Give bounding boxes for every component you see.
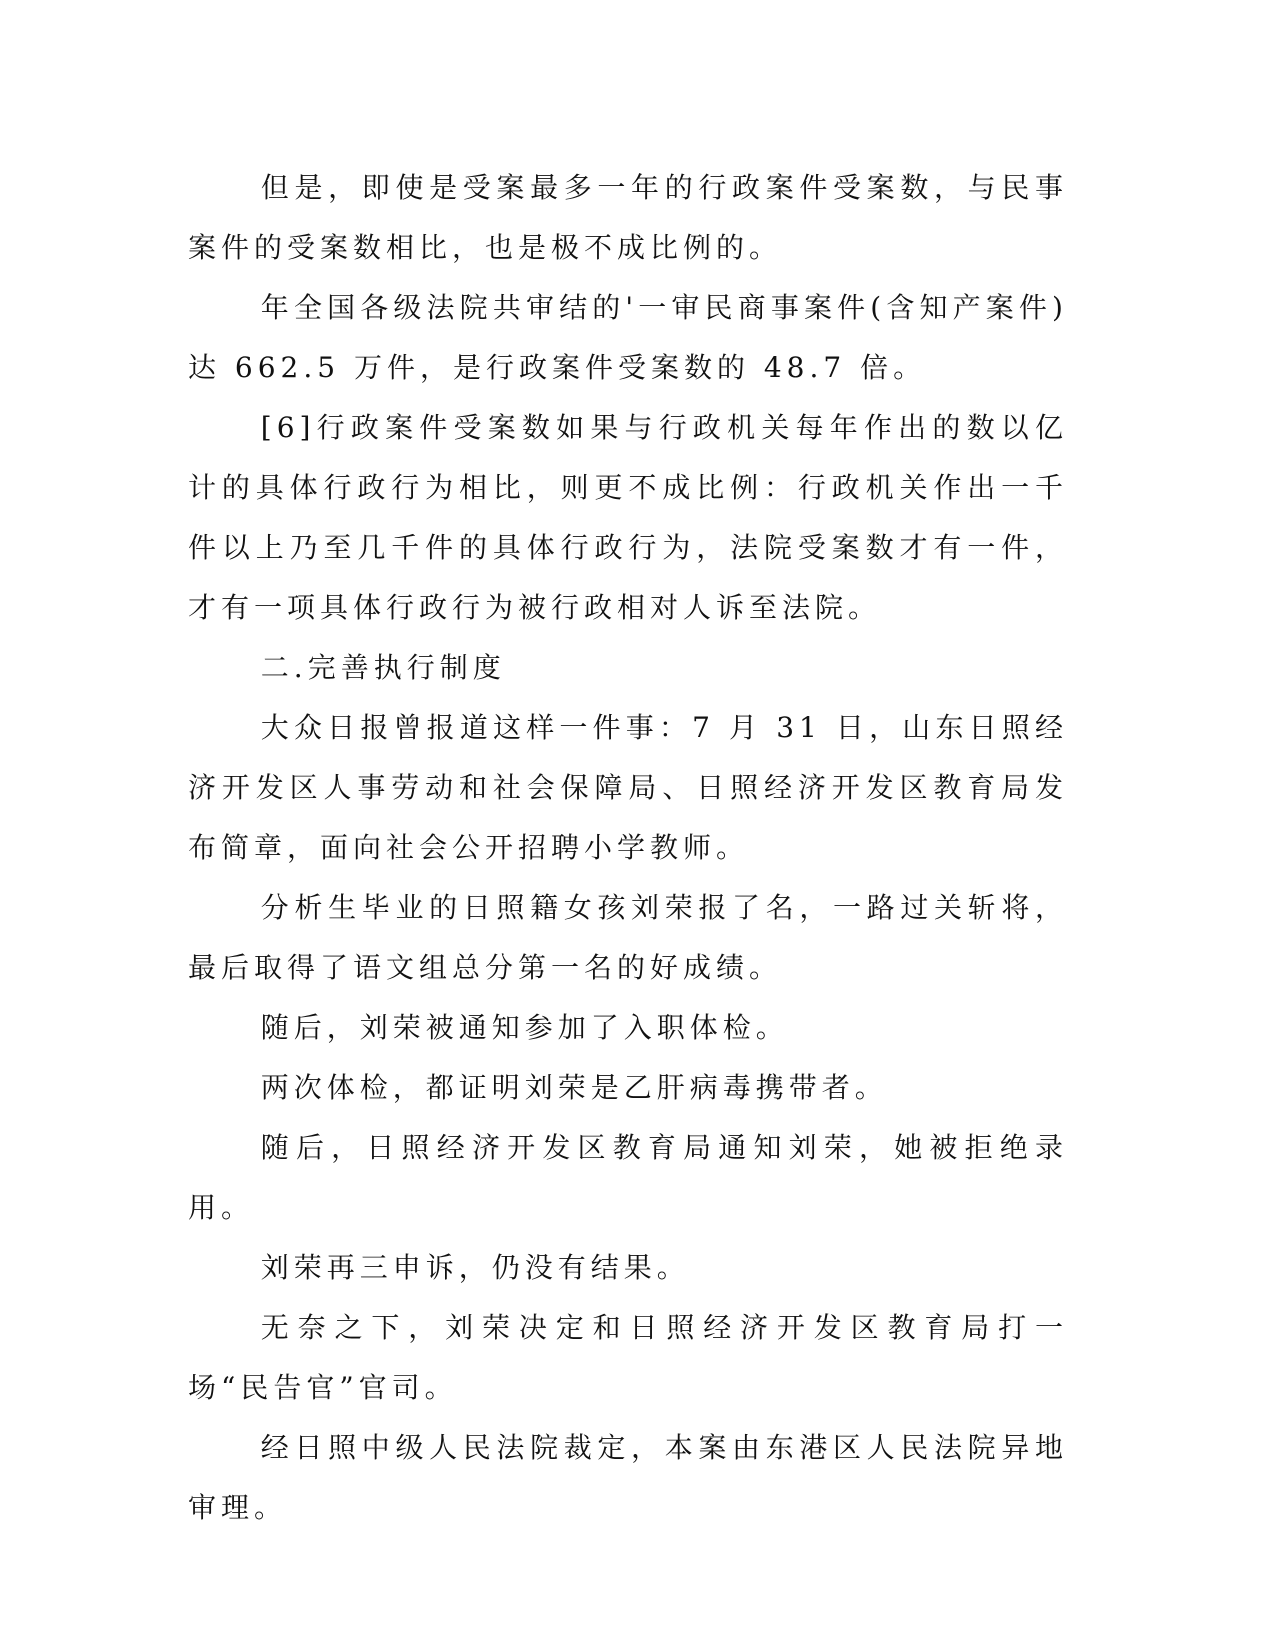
paragraph: 分析生毕业的日照籍女孩刘荣报了名，一路过关斩将，最后取得了语文组总分第一名的好成绩。 [188,891,1068,984]
paragraph: 年全国各级法院共审结的'一审民商事案件(含知产案件)达 662.5 万件，是行政案件受案数的 48.7 倍。 [188,291,1068,384]
paragraph: 随后，刘荣被通知参加了入职体检。 [260,1011,789,1044]
paragraph: 大众日报曾报道这样一件事：7 月 31 日，山东日照经济开发区人事劳动和社会保障局、日照经济开发区教育局发布简章，面向社会公开招聘小学教师。 [188,711,1068,864]
paragraph: 但是，即使是受案最多一年的行政案件受案数，与民事案件的受案数相比，也是极不成比例的。 [188,171,1068,264]
document-body [188,158,1068,1538]
paragraph: 随后，日照经济开发区教育局通知刘荣，她被拒绝录用。 [188,1131,1068,1224]
paragraph: 两次体检，都证明刘荣是乙肝病毒携带者。 [260,1071,888,1104]
paragraph: [6]行政案件受案数如果与行政机关每年作出的数以亿计的具体行政行为相比，则更不成比例：行政机关作出一千件以上乃至几千件的具体行政行为，法院受案数才有一件，才有一项具体行政行为被行政相对人诉至法院。 [188,411,1068,624]
paragraph: 刘荣再三申诉，仍没有结果。 [260,1251,690,1284]
section-heading: 二.完善执行制度 [260,651,506,684]
paragraph: 经日照中级人民法院裁定，本案由东港区人民法院异地审理。 [188,1431,1068,1524]
paragraph: 无奈之下，刘荣决定和日照经济开发区教育局打一场“民告官”官司。 [188,1311,1068,1404]
